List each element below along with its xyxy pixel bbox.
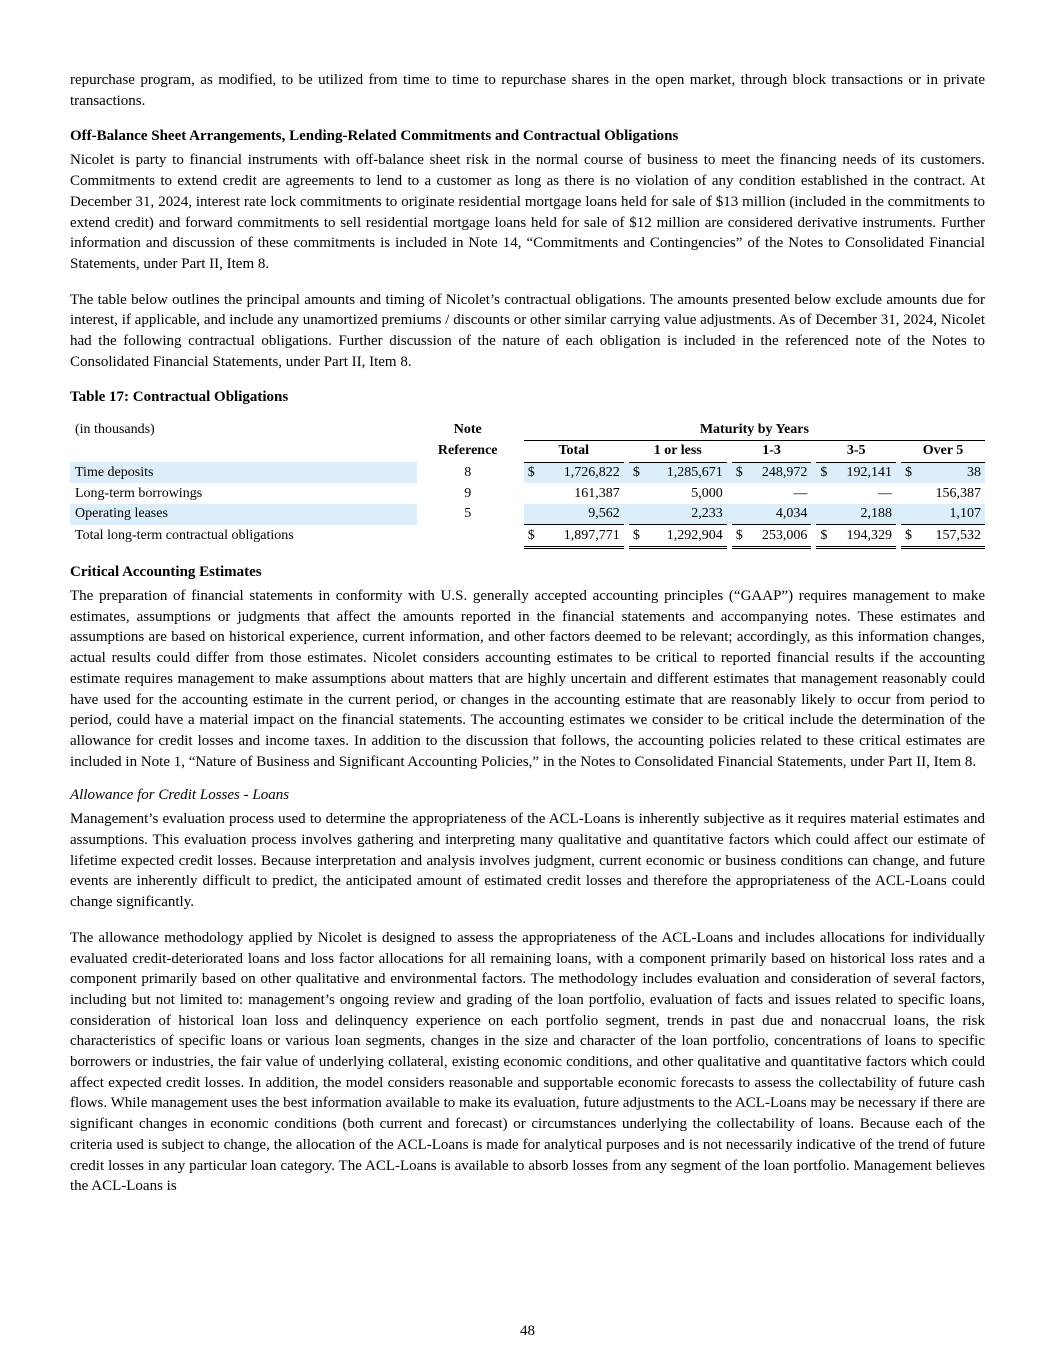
section-heading-off-balance: Off-Balance Sheet Arrangements, Lending-Related Commitments and Contractual Obligations <box>70 128 679 145</box>
acl-evaluation-paragraph: Management’s evaluation process used to determine the appropriateness of the ACL-Loans is inherently subjective as it requires material estimates and assumptions. This evaluation process involves gathering and interpreting many qualitative and quantitative factors which could affect our estimate of lifetime expected credit losses. Because interpretation and analysis involves judgment, current economic or business conditions can change, and future events are inherently difficult to predict, the anticipated amount of estimated credit losses and therefore the appropriateness of the ACL-Loans could change significantly. <box>70 811 985 911</box>
col-header-total: Total <box>524 441 624 463</box>
cell-1-3: 4,034 <box>750 504 811 525</box>
currency-symbol: $ <box>901 462 919 483</box>
note-header: Note <box>453 421 482 437</box>
cell-1-or-less: 2,233 <box>647 504 727 525</box>
cell-1-3: 248,972 <box>750 462 811 483</box>
currency-symbol: $ <box>629 462 647 483</box>
reference-header: Reference <box>437 443 498 459</box>
currency-symbol: $ <box>524 462 542 483</box>
table-row <box>70 483 985 504</box>
units-label: (in thousands) <box>75 421 155 437</box>
table-header-row-1 <box>70 419 985 440</box>
total-row-label: Total long-term contractual obligations <box>75 528 294 544</box>
cell-total: 161,387 <box>574 485 620 501</box>
row-label: Operating leases <box>70 504 417 525</box>
cell-3-5: 192,141 <box>835 462 896 483</box>
section-heading-critical-estimates: Critical Accounting Estimates <box>70 564 262 580</box>
document-page <box>70 70 985 1197</box>
cell-3-5: 2,188 <box>835 504 896 525</box>
col-header-over-5: Over 5 <box>901 441 985 463</box>
critical-estimates-paragraph: The preparation of financial statements in conformity with U.S. generally accepted accounting principles (“GAAP”) requires management to make estimates, assumptions or judgments that affect the amounts reported in the financial statements and accompanying notes. These estimates and assumptions are based on historical experience, current information, and other factors deemed to be relevant; accordingly, as this information changes, actual results could differ from those estimates. Nicolet considers accounting estimates to be critical to reported financial results if the accounting estimate requires management to make assumptions about matters that are highly uncertain and different estimates that management reasonably could have used for the accounting estimate in the current period, or changes in the accounting estimate that are reasonably likely to occur from period to period, could have a material impact on the financial statements. The accounting estimates we consider to be critical include the determination of the allowance for credit losses and income taxes. In addition to the discussion that follows, the accounting policies related to these critical estimates are included in Note 1, “Nature of Business and Significant Accounting Policies,” in the Notes to Consolidated Financial Statements, under Part II, Item 8. <box>70 588 985 770</box>
cell-1-3: — <box>793 485 808 501</box>
row-note-ref: 9 <box>464 485 472 501</box>
col-header-1-or-less: 1 or less <box>629 441 727 463</box>
table-title: Table 17: Contractual Obligations <box>70 389 289 406</box>
total-cell-total: 1,897,771 <box>542 525 624 548</box>
row-label: Time deposits <box>70 462 417 483</box>
table-header-row-2 <box>70 441 985 463</box>
total-cell-1-3: 253,006 <box>750 525 811 548</box>
off-balance-paragraph: Nicolet is party to financial instruments with off-balance sheet risk in the normal course of business to meet the financing needs of its customers. Commitments to extend credit are agreements to lend to a customer as long as there is no violation of any condition established in the contract. At December 31, 2024, interest rate lock commitments to originate residential mortgage loans held for sale of $13 million (included in the commitments to extend credit) and forward commitments to sell residential mortgage loans held for sale of $12 million are considered derivative instruments. Further information and discussion of these commitments is included in Note 14, “Commitments and Contingencies” of the Notes to Consolidated Financial Statements, under Part II, Item 8. <box>70 152 985 272</box>
currency-symbol: $ <box>816 462 834 483</box>
cell-over-5: 1,107 <box>919 504 985 525</box>
row-note-ref: 8 <box>417 462 519 483</box>
cell-total: 9,562 <box>542 504 624 525</box>
maturity-header: Maturity by Years <box>524 419 985 440</box>
currency-symbol: $ <box>732 525 750 548</box>
col-header-3-5: 3-5 <box>816 441 896 463</box>
table-row <box>70 504 985 525</box>
currency-symbol: $ <box>524 525 542 548</box>
contractual-intro-paragraph: The table below outlines the principal amounts and timing of Nicolet’s contractual obligations. The amounts presented below exclude amounts due for interest, if applicable, and include any unamortized premiums / discounts or other similar carrying value adjustments. As of December 31, 2024, Nicolet had the following contractual obligations. Further discussion of the nature of each obligation is included in the referenced note of the Notes to Consolidated Financial Statements, under Part II, Item 8. <box>70 291 985 370</box>
subheading-acl-loans: Allowance for Credit Losses - Loans <box>70 787 290 804</box>
total-cell-1-or-less: 1,292,904 <box>647 525 727 548</box>
cell-1-or-less: 1,285,671 <box>647 462 727 483</box>
page-number: 48 <box>520 1323 535 1339</box>
intro-paragraph: repurchase program, as modified, to be utilized from time to time to repurchase shares in the open market, through block transactions or in private transactions. <box>70 72 985 109</box>
cell-over-5: 156,387 <box>935 485 981 501</box>
table-row <box>70 462 985 483</box>
currency-symbol: $ <box>816 525 834 548</box>
total-cell-over-5: 157,532 <box>919 525 985 548</box>
currency-symbol: $ <box>629 525 647 548</box>
total-cell-3-5: 194,329 <box>835 525 896 548</box>
cell-1-or-less: 5,000 <box>691 485 723 501</box>
contractual-obligations-table <box>70 419 985 549</box>
currency-symbol: $ <box>901 525 919 548</box>
row-label: Long-term borrowings <box>75 485 203 501</box>
row-note-ref: 5 <box>417 504 519 525</box>
acl-methodology-paragraph: The allowance methodology applied by Nicolet is designed to assess the appropriateness of the ACL-Loans and includes allocations for individually evaluated credit-deteriorated loans and loss factor allocations for all remaining loans, with a component primarily based on historical loss rates and a component primarily based on other qualitative and environmental factors. The methodology includes evaluation and consideration of several factors, including but not limited to: management’s ongoing review and grading of the loan portfolio, evaluation of facts and issues related to specific loans, consideration of historical loan loss and delinquency experience on each portfolio segment, trends in past due and nonaccrual loans, the risk characteristics of specific loans or various loan segments, changes in the size and character of the loan portfolio, concentrations of loans to specific borrowers or industries, the fair value of underlying collateral, existing economic conditions, and other qualitative and quantitative factors which could affect expected credit losses. In addition, the model considers reasonable and supportable economic forecasts to assess the collectability of future cash flows. While management uses the best information available to make its evaluation, future adjustments to the ACL-Loans may be necessary if there are significant changes in economic conditions (both current and forecast) or circumstances underlying the collectability of loans. Because each of the criteria used is subject to change, the allocation of the ACL-Loans is made for analytical purposes and is not necessarily indicative of the trend of future credit losses in any particular loan category. The ACL-Loans is available to absorb losses from any segment of the loan portfolio. Management believes the ACL-Loans is <box>70 929 985 1195</box>
cell-total: 1,726,822 <box>542 462 624 483</box>
col-header-1-3: 1-3 <box>732 441 812 463</box>
cell-3-5: — <box>877 485 892 501</box>
cell-over-5: 38 <box>919 462 985 483</box>
table-total-row <box>70 525 985 548</box>
currency-symbol: $ <box>732 462 750 483</box>
